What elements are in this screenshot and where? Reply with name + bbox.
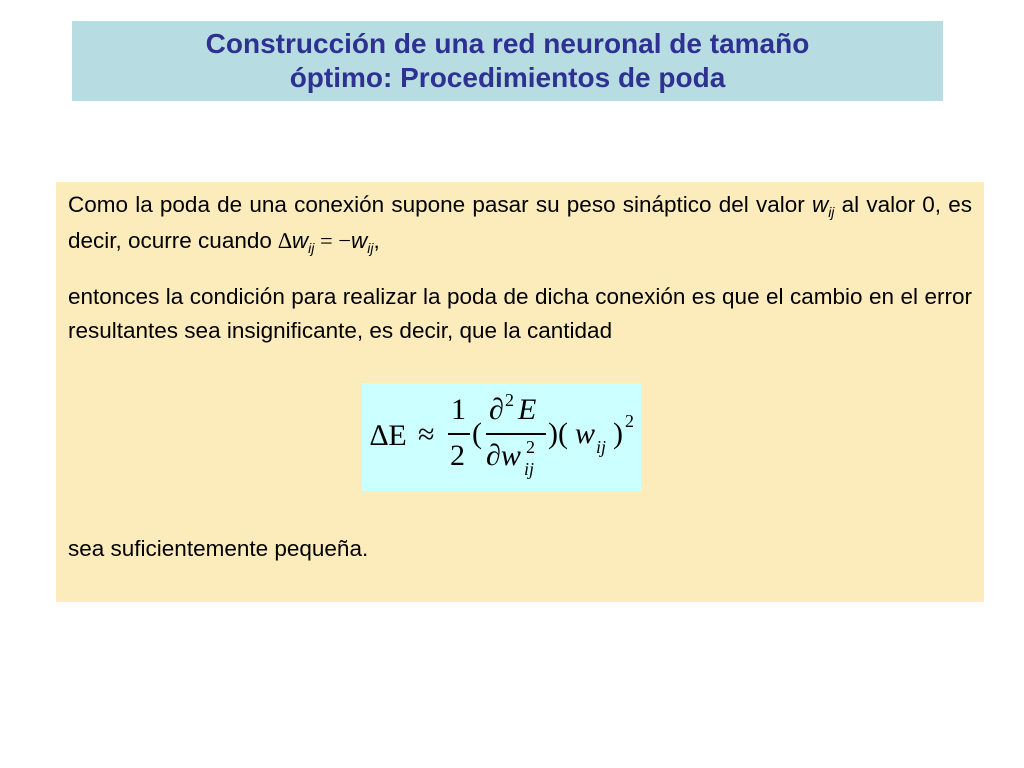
formula-sup-2-den: 2 [526, 437, 535, 457]
formula-E: E [518, 393, 537, 426]
formula-power-2: 2 [625, 411, 634, 431]
formula-frac-bar-1 [448, 433, 470, 435]
paragraph-3: sea suficientemente pequeña. [68, 536, 369, 561]
formula-frac-num: 1 [451, 393, 466, 426]
formula-rparen: ) [613, 417, 623, 450]
var-w: w [811, 192, 829, 217]
comma: , [373, 228, 380, 253]
formula-box [362, 383, 641, 491]
formula-frac-den: 2 [450, 439, 465, 472]
formula-w: w [575, 417, 596, 450]
sub-ij-2: ij [308, 240, 315, 256]
formula-sup-2-num: 2 [505, 390, 514, 410]
var-w-3: w [351, 228, 368, 253]
formula-lhs: ∆E [370, 419, 407, 452]
slide-title-box [72, 21, 943, 101]
sub-ij-3: ij [367, 240, 374, 256]
formula-lparen: ( [472, 417, 482, 450]
formula-approx: ≈ [418, 418, 435, 451]
formula-mid-parens: )( [548, 417, 568, 450]
equals-minus: = − [314, 228, 352, 253]
para1-text-a: Como la poda de una conexión supone pasar su peso sináptico del valor [68, 192, 812, 217]
formula-frac-bar-2 [486, 433, 546, 435]
content-box [56, 182, 984, 602]
paragraph-2: entonces la condición para realizar la poda de dicha conexión es que el cambio en el error resultantes sea insignificante, es decir, que la cantidad [68, 284, 972, 343]
sub-ij: ij [828, 204, 835, 220]
formula-partial-num: ∂ [489, 393, 504, 426]
delta-symbol: ∆ [278, 228, 292, 253]
var-w-2: w [291, 228, 309, 253]
formula-sub-ij-den: ij [524, 459, 535, 479]
formula-partial-den: ∂w [486, 439, 521, 472]
slide-title-line-2: óptimo: Procedimientos de poda [289, 62, 726, 93]
slide-title-line-1: Construcción de una red neuronal de tamaño [205, 28, 810, 59]
formula-sub-ij: ij [596, 437, 607, 457]
paragraph-1 [68, 188, 972, 260]
para1-text-b: al valor 0, es decir, ocurre cuando [68, 192, 972, 253]
